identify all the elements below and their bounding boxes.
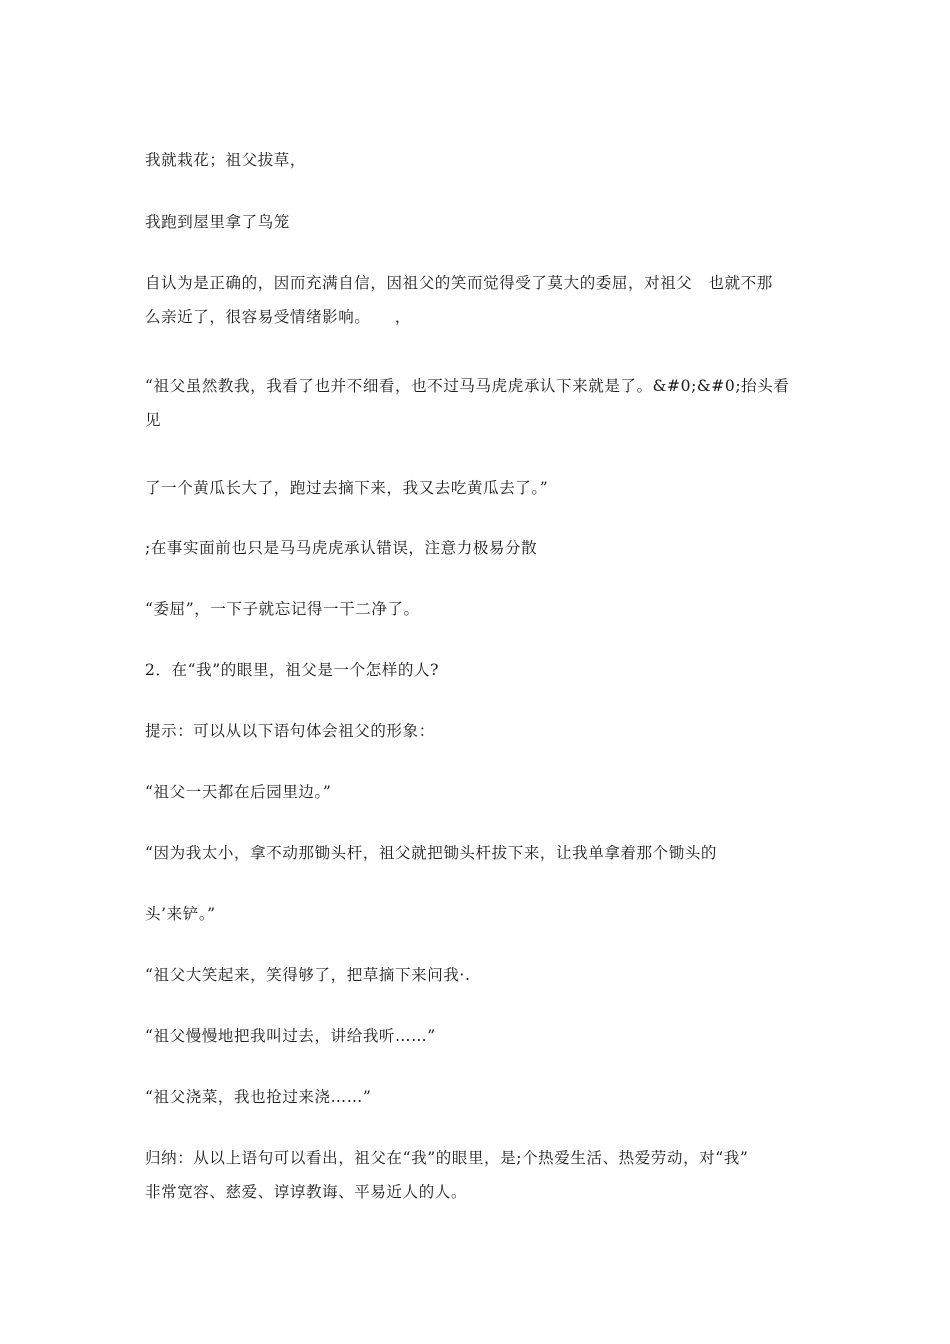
text-line: 头’来铲。”: [145, 905, 216, 923]
quote-paragraph: [145, 897, 810, 931]
text-line: 归纳：从以上语句可以看出，祖父在“我”的眼里，是;个热爱生活、热爱劳动，对“我”: [145, 1149, 749, 1167]
text-line: 我就栽花；祖父拔草，: [145, 151, 307, 169]
text-line: 提示：可以从以下语句体会祖父的形象：: [145, 722, 435, 740]
text-line: “祖父慢慢地把我叫过去，讲给我听……”: [145, 1027, 436, 1045]
quote-paragraph: [145, 958, 810, 992]
quote-paragraph: [145, 1080, 810, 1114]
text-line: “祖父大笑起来，笑得够了，把草摘下来问我·.: [145, 966, 471, 984]
text-line: 见: [145, 411, 162, 429]
text-line: “祖父浇菜，我也抢过来浇……”: [145, 1088, 372, 1106]
paragraph-2: [145, 205, 810, 239]
quote-paragraph: [145, 836, 810, 870]
text-line: “因为我太小，拿不动那锄头杆，祖父就把锄头杆拔下来，让我单拿着那个锄头的: [145, 844, 718, 862]
paragraph-3: [145, 266, 810, 334]
paragraph-1: [145, 143, 810, 177]
paragraph-6: [145, 531, 810, 565]
quote-paragraph: [145, 1019, 810, 1053]
text-line: 2．在“我”的眼里，祖父是一个怎样的人?: [145, 661, 440, 679]
text-line: 非常宽容、慈爱、谆谆教诲、平易近人的人。: [145, 1183, 468, 1201]
paragraph-5: [145, 471, 810, 505]
text-line: 我跑到屋里拿了鸟笼: [145, 213, 290, 231]
text-line: 自认为是正确的，因而充满自信，因祖父的笑而觉得受了莫大的委屈，对祖父 也就不那: [145, 274, 773, 292]
hint-paragraph: [145, 714, 810, 748]
quote-paragraph: [145, 775, 810, 809]
text-line: 么亲近了，很容易受情绪影响。 ，: [145, 308, 411, 326]
text-line: “祖父一天都在后园里边。”: [145, 783, 332, 801]
question-heading: [145, 653, 810, 687]
text-line: ;在事实面前也只是马马虎虎承认错误，注意力极易分散: [145, 539, 538, 557]
paragraph-4: [145, 369, 810, 437]
paragraph-7: [145, 592, 810, 626]
text-line: “祖父虽然教我，我看了也并不细看，也不过马马虎虎承认下来就是了。&#0;&#0;抬头看: [145, 377, 790, 395]
summary-paragraph: [145, 1141, 810, 1209]
text-line: 了一个黄瓜长大了，跑过去摘下来，我又去吃黄瓜去了。”: [145, 479, 549, 497]
text-line: “委屈”，一下子就忘记得一干二净了。: [145, 600, 420, 618]
